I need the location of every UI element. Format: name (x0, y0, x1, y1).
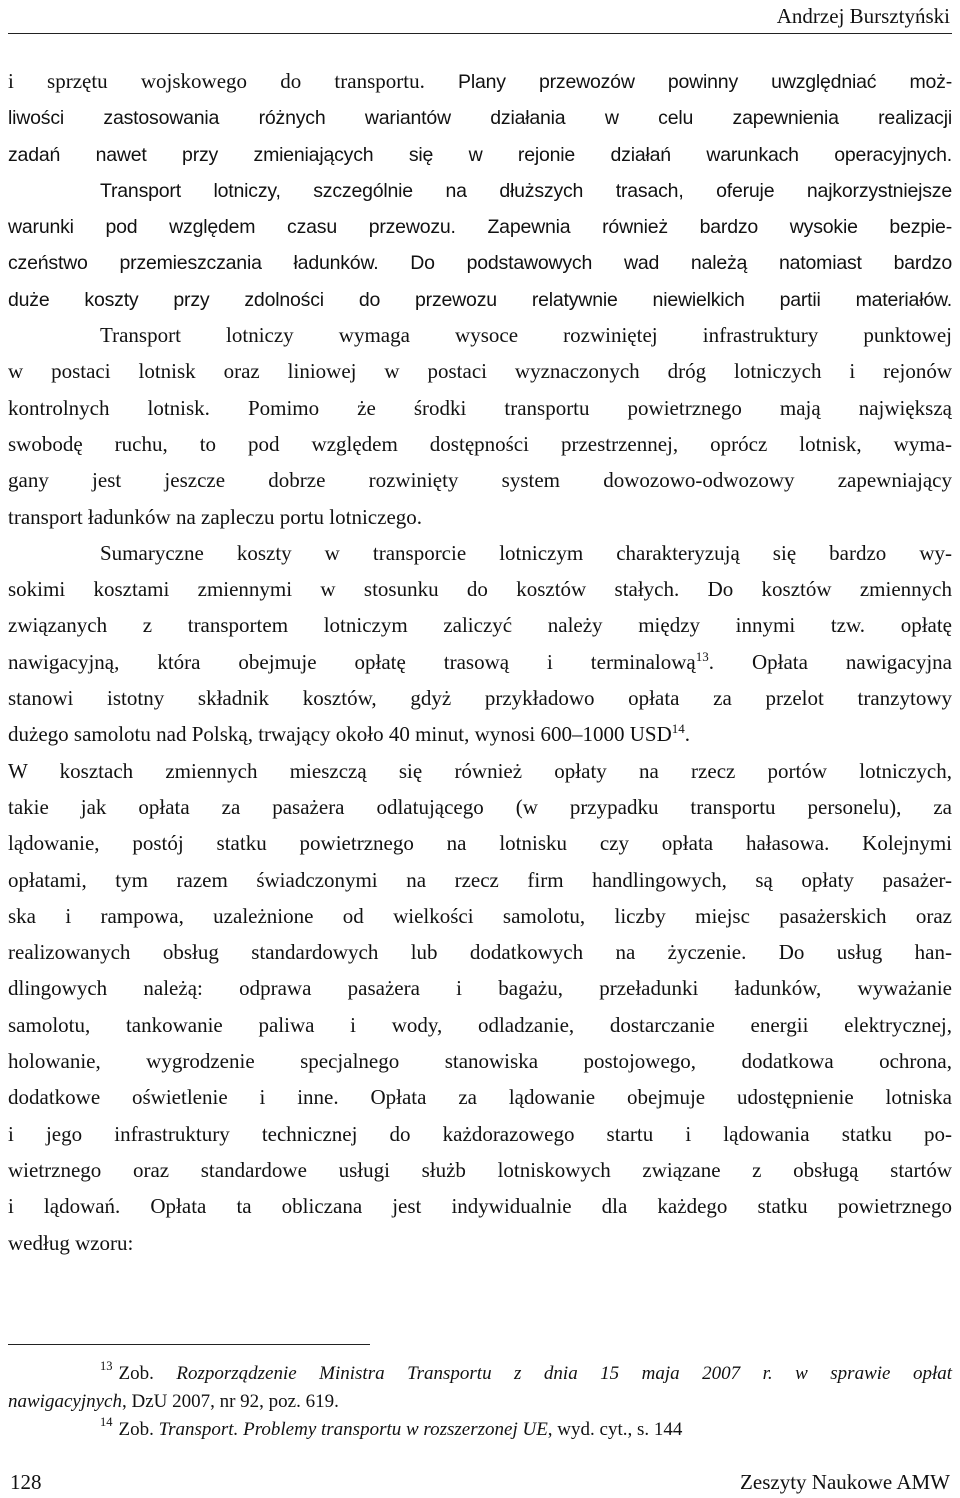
text-line (8, 1079, 952, 1115)
text-line (8, 99, 952, 135)
text-run: związanych z transportem lotniczym zaliczyć należy między innymi tzw. opłatę (8, 613, 952, 638)
text-line (8, 136, 952, 172)
footnote-divider (8, 1344, 370, 1345)
text-line (8, 571, 952, 607)
text-run: według wzoru: (8, 1230, 134, 1255)
text-run: dodatkowe oświetlenie i inne. Opłata za lądowanie obejmuje udostępnienie lotniska (8, 1085, 952, 1110)
text-run: lądowanie, postój statku powietrznego na lotnisku czy opłata hałasowa. Kolejnymi (8, 831, 952, 856)
text-run: duże koszty przy zdolności do przewozu relatywnie niewielkich partii materiałów. (8, 288, 952, 311)
text-run: holowanie, wygrodzenie specjalnego stanowiska postojowego, dodatkowa ochrona, (8, 1049, 952, 1074)
text-line (8, 970, 952, 1006)
text-line (8, 934, 952, 970)
text-line (8, 1152, 952, 1188)
text-run: sokimi kosztami zmiennymi w stosunku do kosztów stałych. Do kosztów zmiennych (8, 577, 952, 602)
text-run: zadań nawet przy zmieniających się w rejonie działań warunkach operacyjnych. (8, 143, 952, 166)
journal-title: Zeszyty Naukowe AMW (740, 1470, 950, 1494)
text-run: takie jak opłata za pasażera odlatującego (w przypadku transportu personelu), za (8, 794, 952, 819)
text-run: Plany przewozów powinny uwzględniać moż- (458, 71, 952, 93)
text-line (8, 1225, 952, 1261)
text-run: wietrznego oraz standardowe usługi służb lotniskowych związane z obsługą startów (8, 1157, 952, 1182)
text-line (8, 390, 952, 426)
text-run: transport ładunków na zapleczu portu lotniczego. (8, 504, 423, 529)
text-run: . Opłata nawigacyjna (708, 649, 952, 674)
text-run: czeństwo przemieszczania ładunków. Do podstawowych wad należą natomiast bardzo (8, 252, 952, 275)
footnote-text: Zob. (118, 1419, 159, 1440)
text-run: dużego samolotu nad Polską, trwający około 40 minut, wynosi 600–1000 USD (8, 722, 672, 747)
text-line (8, 244, 952, 280)
text-line (8, 462, 952, 498)
footnote-reference: 14 (671, 721, 685, 737)
text-line (8, 317, 952, 353)
text-line (8, 789, 952, 825)
text-line (8, 898, 952, 934)
text-run: opłatami, tym razem świadczonymi na rzecz firm handlingowych, są opłaty pasażer- (8, 867, 952, 892)
footnote-text: Transport. Problemy transportu w rozszerzonej UE (158, 1419, 548, 1440)
text-line (8, 63, 952, 99)
footnote-text: Zob. (118, 1363, 177, 1384)
text-line (8, 499, 952, 535)
text-run: liwości zastosowania różnych wariantów działania w celu zapewnienia realizacji (8, 107, 952, 130)
text-run: stanowi istotny składnik kosztów, gdyż przykładowo opłata za przelot tranzytowy (8, 686, 952, 711)
text-run: ska i rampowa, uzależnione od wielkości samolotu, liczby miejsc pasażerskich oraz (8, 903, 952, 928)
text-line (8, 426, 952, 462)
text-line (8, 1188, 952, 1224)
text-run: warunki pod względem czasu przewozu. Zapewnia również bardzo wysokie bezpie- (8, 216, 952, 239)
text-run: dlingowych należą: odprawa pasażera i bagażu, przeładunki ładunków, wyważanie (8, 976, 952, 1001)
page-number: 128 (10, 1470, 42, 1494)
text-run: realizowanych obsług standardowych lub dodatkowych na życzenie. Do usług han- (8, 940, 952, 965)
text-run: i sprzętu wojskowego do transportu. (8, 69, 459, 93)
text-line (8, 862, 952, 898)
footnote-text: Rozporządzenie Ministra Transportu z dnia 15 maja 2007 r. w sprawie opłat (176, 1363, 953, 1384)
footnote-text: , DzU 2007, nr 92, poz. 619. (121, 1391, 339, 1412)
text-line (8, 1007, 952, 1043)
text-run: . (684, 722, 691, 747)
text-line (8, 172, 952, 208)
text-run: w postaci lotnisk oraz liniowej w postaci wyznaczonych dróg lotniczych i rejonów (8, 359, 952, 384)
footnote-text: nawigacyjnych (8, 1391, 122, 1412)
text-run: kontrolnych lotnisk. Pomimo że środki transportu powietrznego mają największą (8, 395, 952, 420)
text-run: swobodę ruchu, to pod względem dostępności przestrzennej, oprócz lotnisk, wyma- (8, 431, 952, 456)
text-line (8, 607, 952, 643)
text-line (8, 353, 952, 389)
text-run: nawigacyjną, która obejmuje opłatę trasową i terminalową (8, 649, 696, 674)
footnote-text: , wyd. cyt., s. 144 (547, 1419, 683, 1440)
footnotes (8, 1360, 952, 1444)
text-line (8, 644, 952, 680)
header-divider (8, 33, 952, 34)
text-line (8, 1043, 952, 1079)
text-run: Transport lotniczy, szczególnie na dłuższych trasach, oferuje najkorzystniejsze (100, 179, 952, 202)
text-run: i jego infrastruktury technicznej do każdorazowego startu i lądowania statku po- (8, 1121, 952, 1146)
text-run: gany jest jeszcze dobrze rozwinięty system dowozowo-odwozowy zapewniający (8, 468, 952, 493)
text-run: i lądowań. Opłata ta obliczana jest indywidualnie dla każdego statku powietrznego (8, 1194, 952, 1219)
footnote-reference: 13 (695, 648, 709, 664)
text-line (8, 1116, 952, 1152)
text-run: Sumaryczne koszty w transporcie lotniczym charakteryzują się bardzo wy- (100, 540, 952, 565)
footnote-line (8, 1388, 952, 1416)
text-line (8, 208, 952, 244)
text-line (8, 716, 952, 752)
text-line (8, 825, 952, 861)
running-header-author: Andrzej Bursztyński (776, 4, 950, 28)
text-run: W kosztach zmiennych mieszczą się również opłaty na rzecz portów lotniczych, (8, 758, 952, 783)
text-run: Transport lotniczy wymaga wysoce rozwiniętej infrastruktury punktowej (100, 323, 952, 348)
text-run: samolotu, tankowanie paliwa i wody, odladzanie, dostarczanie energii elektrycznej, (8, 1012, 952, 1037)
footnote-number: 14 (100, 1415, 113, 1429)
text-line (8, 535, 952, 571)
text-line (8, 680, 952, 716)
body-text (8, 63, 952, 1261)
text-line (8, 753, 952, 789)
text-line (8, 281, 952, 317)
footnote-line (8, 1360, 952, 1388)
footnote-number: 13 (100, 1359, 113, 1373)
footnote-line (8, 1416, 952, 1444)
